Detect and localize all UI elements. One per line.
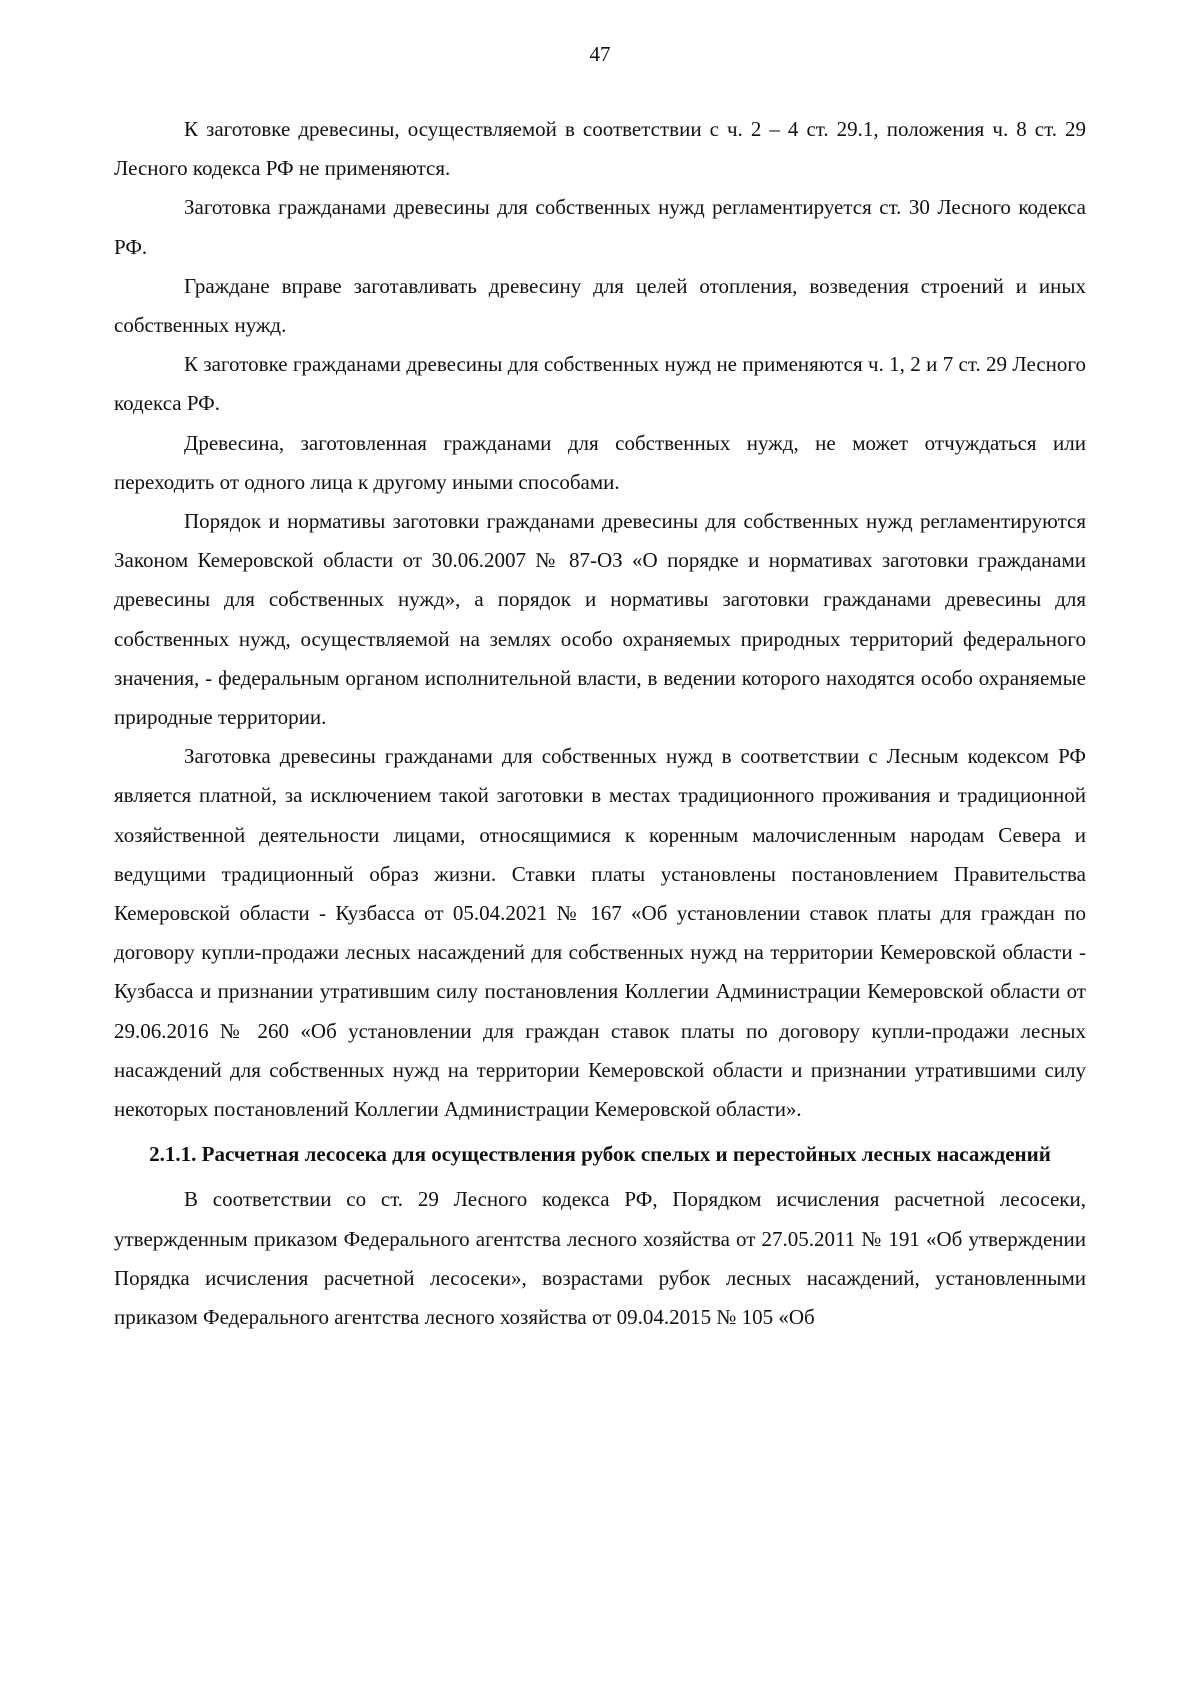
section-heading: 2.1.1. Расчетная лесосека для осуществления рубок спелых и перестойных лесных насаждений [149,1142,1051,1167]
paragraph: К заготовке древесины, осуществляемой в соответствии с ч. 2 – 4 ст. 29.1, положения ч. 8 ст. 29 Лесного кодекса РФ не применяются. [114,117,1086,181]
paragraph: Граждане вправе заготавливать древесину для целей отопления, возведения строений и иных собственных нужд. [114,273,1086,338]
page-number: 47 [589,42,611,66]
paragraph: Заготовка гражданами древесины для собственных нужд регламентируется ст. 30 Лесного кодекса РФ. [114,195,1086,259]
paragraph: Порядок и нормативы заготовки гражданами древесины для собственных нужд регламентируются Законом Кемеровской области от 30.06.2007 № 87-ОЗ «О порядке и нормативах заготовки гражданами древесины для собственных нужд», а порядок и нормативы заготовки гражданами древесины для собственных нужд, осуществляемой на землях особо охраняемых природных территорий федерального значения, - федеральным органом исполнительной власти, в ведении которого находятся особо охраняемые природные территории. [114,509,1086,730]
page-content [114,110,1086,1337]
paragraph: Заготовка древесины гражданами для собственных нужд в соответствии с Лесным кодексом РФ является платной, за исключением такой заготовки в местах традиционного проживания и традиционной хозяйственной деятельности лицами, относящимися к коренным малочисленным народам Севера и ведущими традиционный образ жизни. Ставки платы установлены постановлением Правительства Кемеровской области - Кузбасса от 05.04.2021 № 167 «Об установлении ставок платы для граждан по договору купли-продажи лесных насаждений для собственных нужд на территории Кемеровской области - Кузбасса и признании утратившим силу постановления Коллегии Администрации Кемеровской области от 29.06.2016 № 260 «Об установлении для граждан ставок платы по договору купли-продажи лесных насаждений для собственных нужд на территории Кемеровской области и признании утратившими силу некоторых постановлений Коллегии Администрации Кемеровской области». [114,744,1086,1122]
paragraph: К заготовке гражданами древесины для собственных нужд не применяются ч. 1, 2 и 7 ст. 29 Лесного кодекса РФ. [114,352,1086,416]
paragraph: Древесина, заготовленная гражданами для собственных нужд, не может отчуждаться или переходить от одного лица к другому иными способами. [114,430,1086,494]
paragraph: В соответствии со ст. 29 Лесного кодекса РФ, Порядком исчисления расчетной лесосеки, утвержденным приказом Федерального агентства лесного хозяйства от 27.05.2011 № 191 «Об утверждении Порядка исчисления расчетной лесосеки», возрастами рубок лесных насаждений, установленными приказом Федерального агентства лесного хозяйства от 09.04.2015 № 105 «Об [114,1187,1086,1330]
